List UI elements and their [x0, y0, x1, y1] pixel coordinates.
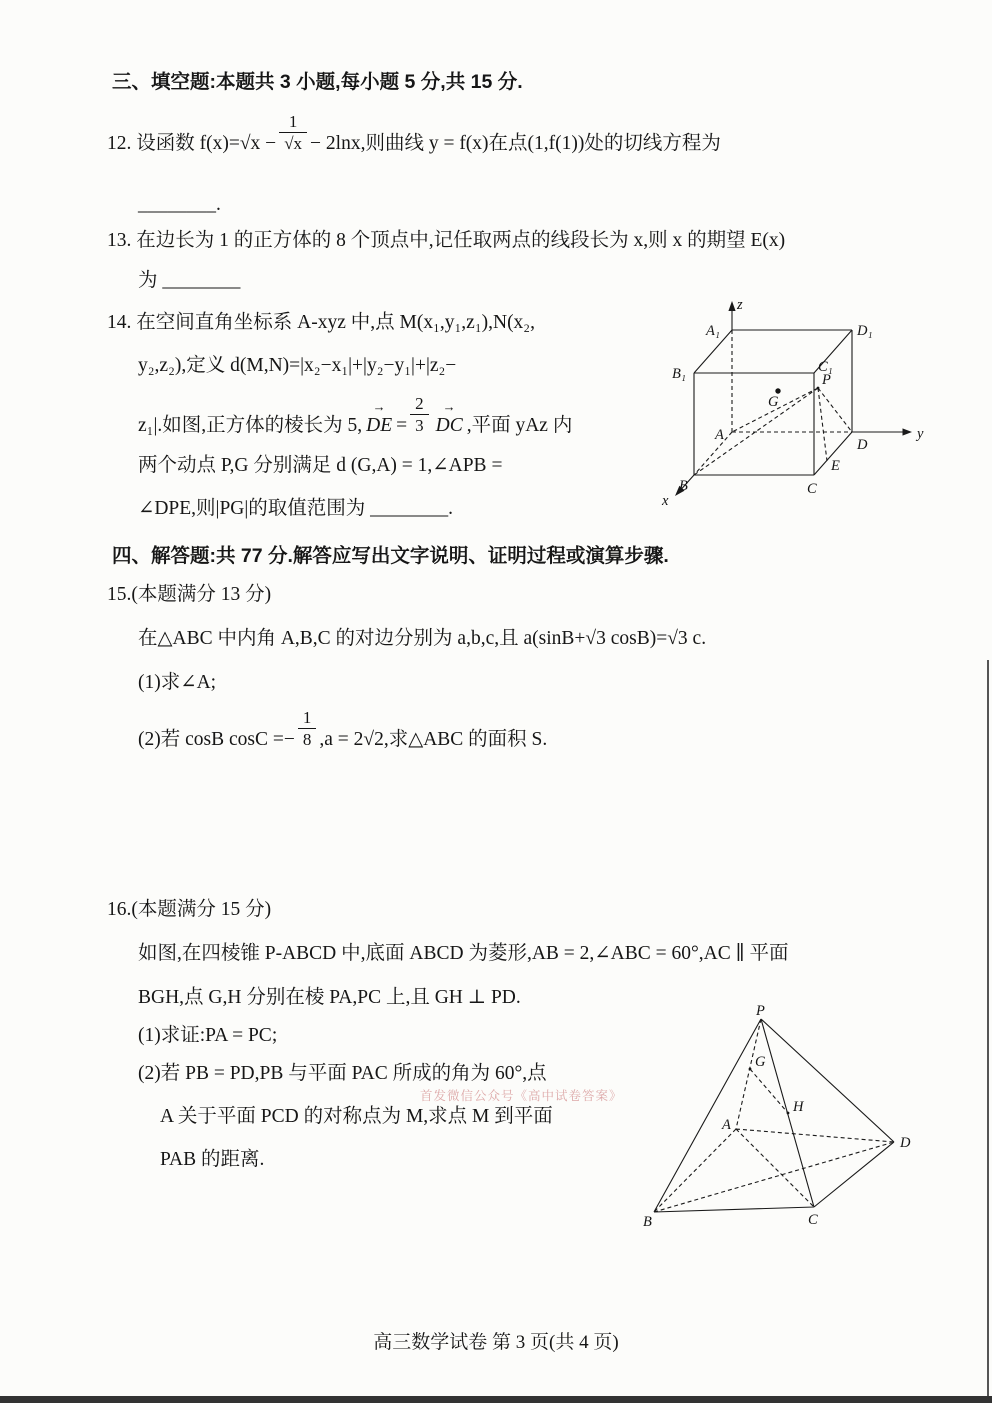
z-axis-arrow	[728, 301, 735, 311]
q14-vector-DE: → DE	[366, 413, 392, 439]
q14-text-line5: ∠DPE,则|PG|的取值范围为 ________.	[138, 498, 454, 519]
q14-number: 14.	[107, 312, 132, 333]
cube-label-A1: A₁	[706, 323, 720, 339]
q15-fraction-numerator: 1	[298, 708, 317, 729]
q14-fraction	[410, 394, 429, 435]
q14-text-line3-pre: z₁|.如图,正方体的棱长为 5,	[138, 415, 363, 437]
q15-body: 在△ABC 中内角 A,B,C 的对边分别为 a,b,c,且 a(sinB+√3 cosB)=√3 c.	[138, 628, 707, 649]
cube-label-x: x	[662, 493, 669, 509]
q12-fraction-denominator: √x	[284, 134, 303, 154]
q13-number: 13.	[107, 230, 132, 251]
pyramid-label-P: P	[756, 1005, 765, 1019]
q12-number: 12.	[107, 133, 132, 155]
point-H-dot	[787, 1112, 790, 1115]
cube-label-z: z	[737, 297, 743, 313]
q16-title: (本题满分 15 分)	[131, 899, 272, 920]
point-P-dot	[817, 387, 820, 390]
cube-label-y: y	[917, 426, 924, 442]
q14-vector-DC: → DC	[436, 413, 463, 439]
q15-part1: (1)求∠A;	[138, 672, 217, 693]
pyramid-label-G: G	[755, 1054, 766, 1070]
q14-text-line2: y₂,z₂),定义 d(M,N)=|x₂−x₁|+|y₂−y₁|+|z₂−	[138, 355, 457, 376]
scan-right-edge	[987, 660, 989, 1396]
pyramid-label-D: D	[900, 1135, 911, 1151]
cube-label-G: G	[768, 394, 779, 410]
fill-in-section-header: 三、填空题:本题共 3 小题,每小题 5 分,共 15 分.	[112, 71, 523, 93]
q12-line1	[107, 112, 721, 157]
q14-text-line4: 两个动点 P,G 分别满足 d (G,A) = 1,∠APB =	[138, 455, 503, 476]
q15-part2-post: ,a = 2√2,求△ABC 的面积 S.	[319, 729, 548, 751]
q14-fraction-denominator: 3	[415, 416, 424, 436]
q13-line1	[107, 228, 785, 254]
solve-section-header: 四、解答题:共 77 分.解答应写出文字说明、证明过程或演算步骤.	[112, 545, 669, 567]
q16-part2-line1: (2)若 PB = PD,PB 与平面 PAC 所成的角为 60°,点	[138, 1063, 547, 1084]
q12-fraction-numerator: 1	[279, 112, 307, 133]
watermark-text: 首发微信公众号《高中试卷答案》	[420, 1089, 623, 1103]
pyramid-labels	[643, 1005, 911, 1230]
q16-body-line1: 如图,在四棱锥 P-ABCD 中,底面 ABCD 为菱形,AB = 2,∠ABC = 60°,AC ∥ 平面	[138, 943, 789, 964]
q14-line3	[138, 394, 572, 439]
cube-label-B: B	[679, 478, 688, 494]
pyramid-solid-edges	[654, 1019, 894, 1212]
q13-text-line1: 在边长为 1 的正方体的 8 个顶点中,记任取两点的线段长为 x,则 x 的期望 E(x)	[136, 230, 786, 251]
q16-number: 16.	[107, 899, 132, 920]
cube-label-D1: D₁	[857, 323, 873, 339]
pyramid-hidden-edges	[654, 1019, 894, 1212]
q14-equals: =	[396, 415, 408, 437]
cube-labels	[661, 297, 924, 509]
q15-title: (本题满分 13 分)	[131, 584, 272, 605]
q14-text-line3-post: ,平面 yAz 内	[466, 415, 573, 437]
q15-fraction	[298, 708, 317, 749]
q15-title-line	[107, 582, 271, 608]
q12-answer-blank: ________.	[138, 194, 221, 215]
cube-label-C1: C₁	[818, 359, 833, 375]
cube-label-D: D	[857, 437, 868, 453]
cube-label-B1: B₁	[672, 366, 686, 382]
q15-part2	[138, 708, 547, 753]
pyramid-label-H: H	[793, 1099, 804, 1115]
pyramid-label-C: C	[808, 1212, 818, 1228]
q13-answer-blank: 为 ________	[138, 270, 241, 291]
q14-text-line1: 在空间直角坐标系 A-xyz 中,点 M(x₁,y₁,z₁),N(x₂,	[136, 312, 535, 333]
cube-label-C: C	[807, 481, 817, 497]
q16-body-line2: BGH,点 G,H 分别在棱 PA,PC 上,且 GH ⊥ PD.	[138, 987, 521, 1008]
pyramid-label-A: A	[722, 1117, 731, 1133]
page-footer: 高三数学试卷 第 3 页(共 4 页)	[373, 1332, 619, 1353]
cube-label-E: E	[831, 458, 840, 474]
q14-line1	[107, 310, 535, 336]
q15-part2-pre: (2)若 cosB cosC =−	[138, 729, 295, 751]
cube-label-P: P	[822, 372, 831, 388]
y-axis-arrow	[903, 428, 913, 435]
q12-text-pre: 设函数 f(x)=√x −	[136, 133, 277, 155]
q16-part2-line3: PAB 的距离.	[160, 1149, 265, 1170]
q16-part1: (1)求证:PA = PC;	[138, 1025, 278, 1046]
q15-number: 15.	[107, 584, 132, 605]
q16-title-line	[107, 897, 271, 923]
q14-fraction-numerator: 2	[410, 394, 429, 415]
cube-label-A: A	[715, 427, 724, 443]
pyramid-figure	[636, 1005, 936, 1245]
scan-bottom-edge	[0, 1396, 992, 1403]
q15-fraction-denominator: 8	[302, 730, 312, 750]
point-G-dot	[749, 1068, 752, 1071]
point-G-dot	[775, 388, 780, 393]
q12-text-post: − 2lnx,则曲线 y = f(x)在点(1,f(1))处的切线方程为	[310, 133, 721, 155]
cube-figure	[660, 292, 932, 512]
q12-fraction	[279, 112, 307, 153]
q16-part2-line2: A 关于平面 PCD 的对称点为 M,求点 M 到平面	[160, 1106, 553, 1127]
pyramid-label-B: B	[643, 1214, 652, 1230]
